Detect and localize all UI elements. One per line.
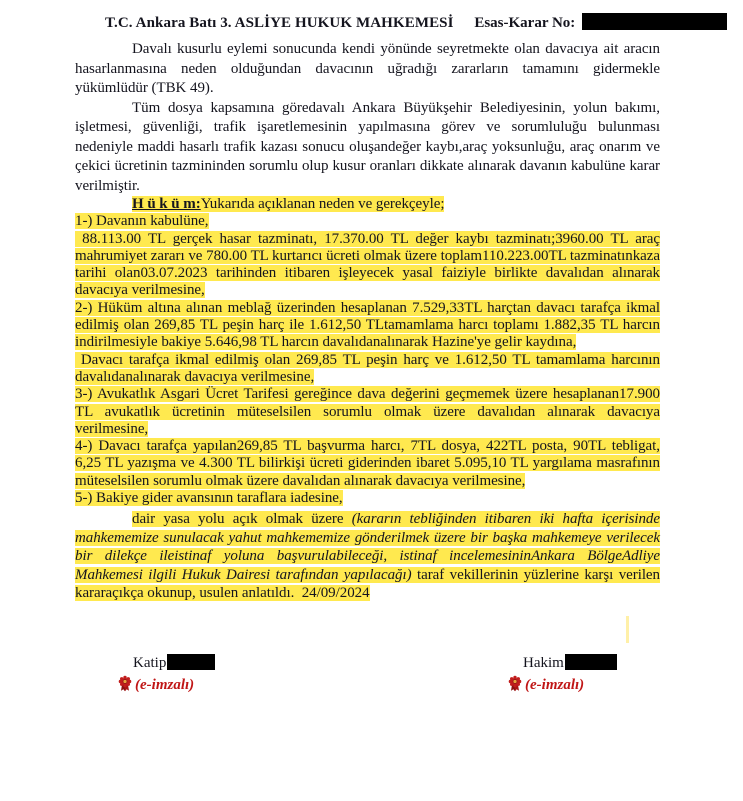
ruling-heading bbox=[75, 196, 660, 213]
judge-name-redaction-box bbox=[565, 654, 617, 670]
ruling-item-5 bbox=[75, 490, 660, 507]
clerk-role-line bbox=[133, 654, 298, 672]
ruling-item-2 bbox=[75, 300, 660, 352]
ruling-item-1-detail-text: 88.113.00 TL gerçek hasar tazminatı, 17.370.00 TL değer kaybı tazminatı;3960.00 TL araç mahrumiyet zararı ve 780.00 TL kurtarıcı ücreti olmak üzere toplam110.223.00TL tazminatınkaza tarihi olan03.07.2023 tarihinden itibaren işleyecek yasal faiziyle birlikte davalıdan alınarak davacıya verilmesine, bbox=[75, 230, 660, 299]
closing-paragraph bbox=[75, 510, 660, 602]
case-number-redaction-box bbox=[582, 13, 727, 30]
clerk-name-redaction-box bbox=[167, 654, 215, 670]
closing-lead: dair yasa yolu açık olmak üzere bbox=[132, 511, 352, 528]
ruling-item-2-text: 2-) Hüküm altına alınan meblağ üzerinden hesaplanan 7.529,33TL harçtan davacı tarafça ikmal edilmiş olan 269,85 TL peşin harç ile 1.612,50 TLtamamlama harcı toplamı 1.882,35 TL harcın indirilmesiyle bakiye 5.646,98 TL harcın davalıdanalınarak Hazine'ye gelir kaydına, bbox=[75, 299, 660, 351]
ruling-item-4 bbox=[75, 438, 660, 490]
ruling-item-2b-text: Davacı tarafça ikmal edilmiş olan 269,85 TL peşin harç ve 1.612,50 TL tamamlama harcının davalıdanalınarak davacıya verilmesine, bbox=[75, 351, 660, 385]
judge-role-label: Hakim bbox=[523, 655, 564, 671]
ruling-item-5-text: 5-) Bakiye gider avansının taraflara iadesine, bbox=[75, 490, 343, 507]
judge-role-line bbox=[523, 654, 688, 672]
clerk-signature-block bbox=[118, 654, 298, 694]
ruling-item-1 bbox=[75, 213, 660, 230]
clerk-role-label: Katip bbox=[133, 655, 167, 671]
signature-row bbox=[0, 654, 743, 704]
closing-appeal-clause: (kararın tebliğinden itibaren iki hafta içerisinde mahkememize sunulacak yahut mahkememize gönderilmek üzere bir başka mahkemeye verilecek bir dilekçe ileistinaf yoluna başvurulabileceği, istinaf incelemesininAnkara BölgeAdliye Mahkemesi ilgili Hukuk Dairesi tarafından yapılacağı) bbox=[75, 511, 660, 583]
clerk-esign-line bbox=[118, 675, 298, 694]
judge-signature-block bbox=[508, 654, 688, 694]
ruling-item-1-detail bbox=[75, 231, 660, 300]
ruling-item-4-text: 4-) Davacı tarafça yapılan269,85 TL başvurma harcı, 7TL dosya, 422TL posta, 90TL tebligat, 6,25 TL yazışma ve 4.300 TL bilirkişi ücreti giderinden ibaret 5.095,10 TL yargılama masrafının müteselsilen sorumlu olmak üzere davalıdan alınarak davacıya verilmesine, bbox=[75, 438, 660, 489]
paragraph-reasoning: Tüm dosya kapsamına göredavalı Ankara Büyükşehir Belediyesinin, yolun bakımı, işletmesi, güvenliği, trafik işaretlemesinin yapılmasına görev ve sorumluluğu bulunması nedeniyle maddi hasarlı trafik kazası sonucu oluşandeğer kaybı,araç yoksunluğu, araç onarım ve çekici ücretinin tazmininden sorumlu olup kusur oranları dikkate alınarak davanın kabulüne karar verilmiştir. bbox=[75, 99, 660, 194]
clerk-esign-label: (e-imzalı) bbox=[135, 677, 195, 693]
hukum-label: H ü k ü m: bbox=[132, 196, 201, 212]
ruling-section bbox=[75, 196, 660, 507]
rosette-seal-icon bbox=[508, 675, 522, 692]
paragraph-liability: Davalı kusurlu eylemi sonucunda kendi yönünde seyretmekte olan davacıya ait aracın hasarlanmasına neden olduğundan davacının uğradığı zararların tamamını gidermekle yükümlüdür (TBK 49). bbox=[75, 41, 660, 96]
highlight-artifact-mark bbox=[626, 616, 629, 643]
ruling-item-1-text: 1-) Davanın kabulüne, bbox=[75, 213, 209, 230]
ruling-item-2b bbox=[75, 352, 660, 387]
rosette-seal-icon bbox=[118, 675, 132, 692]
document-body bbox=[75, 40, 660, 602]
hukum-intro: Yukarıda açıklanan neden ve gerekçeyle; bbox=[200, 196, 445, 212]
court-title: T.C. Ankara Batı 3. ASLİYE HUKUK MAHKEMESİ bbox=[105, 15, 454, 31]
document-header bbox=[105, 13, 705, 32]
closing-tail: taraf vekillerinin yüzlerine karşı verilen kararaçıkça okunup, usulen anlatıldı. 24/09/2024 bbox=[75, 566, 660, 601]
judge-esign-line bbox=[508, 675, 688, 694]
esas-karar-label: Esas-Karar No: bbox=[474, 15, 576, 31]
ruling-item-3-text: 3-) Avukatlık Asgari Ücret Tarifesi gereğince dava değerini geçmemek üzere hesaplanan17.900 TL avukatlık ücretinin müteselsilen sorumlu olmak üzere davalıdan alınarak davacıya verilmesine, bbox=[75, 386, 660, 437]
judge-esign-label: (e-imzalı) bbox=[525, 677, 585, 693]
ruling-item-3 bbox=[75, 386, 660, 438]
